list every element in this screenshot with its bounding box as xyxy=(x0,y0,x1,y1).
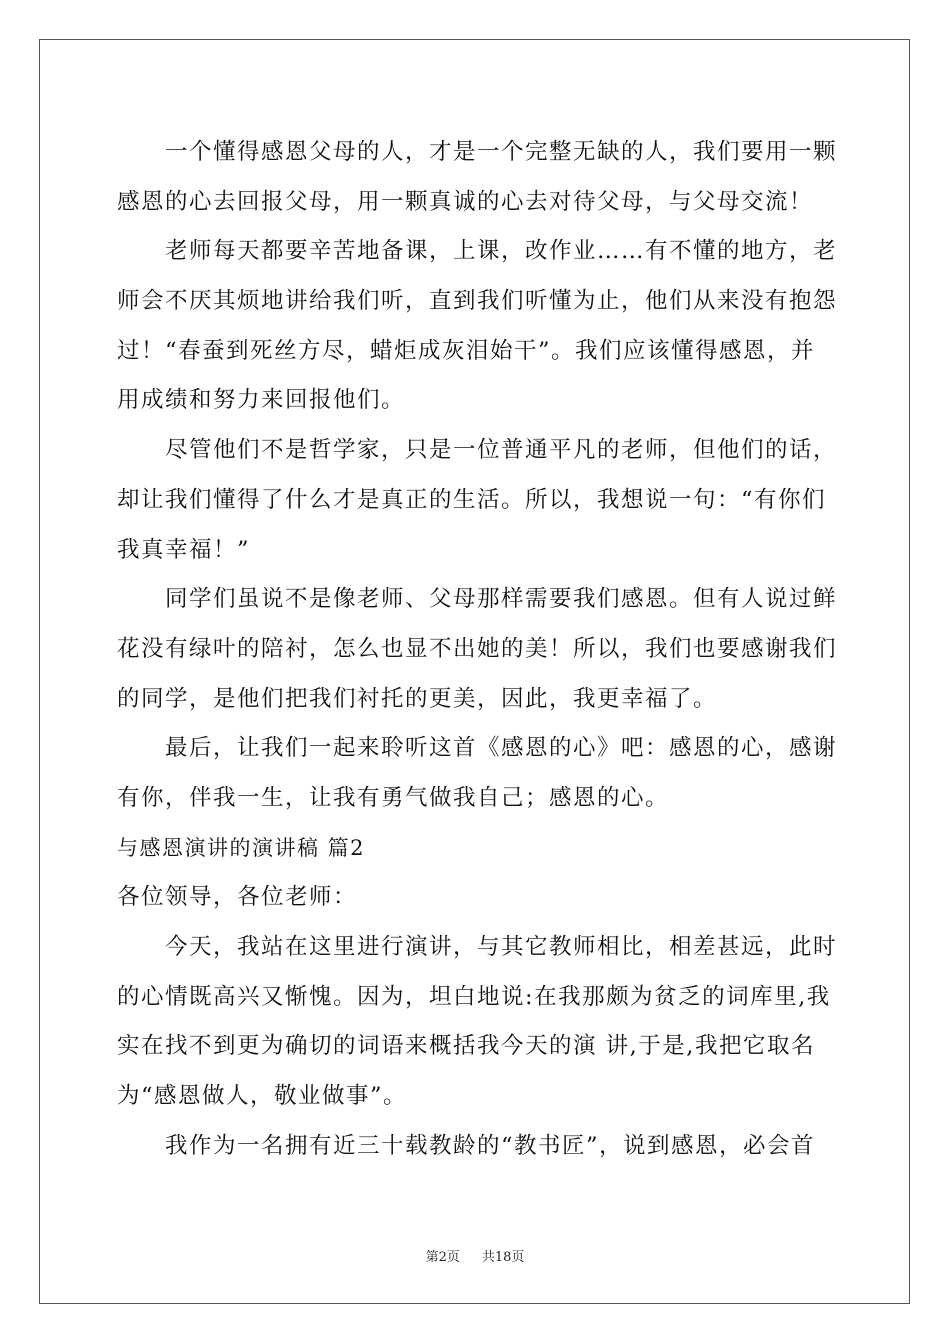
text-line: 老师每天都要辛苦地备课，上课，改作业……有不懂的地方，老 xyxy=(165,238,837,265)
text-line: 过！“春蚕到死丝方尽，蜡炬成灰泪始干”。我们应该懂得感恩，并 xyxy=(117,337,816,364)
text-line: 花没有绿叶的陪衬，怎么也显不出她的美！所以，我们也要感谢我们 xyxy=(117,635,837,662)
text-line: 感恩的心去回报父母，用一颗真诚的心去对待父母，与父母交流！ xyxy=(117,188,814,215)
section-heading: 与感恩演讲的演讲稿 篇2 xyxy=(117,835,366,860)
page-number: 第2页 xyxy=(425,1250,460,1265)
text-line: 最后，让我们一起来聆听这首《感恩的心》吧：感恩的心，感谢 xyxy=(165,735,837,762)
page-footer xyxy=(0,1246,950,1265)
text-line: 尽管他们不是哲学家，只是一位普通平凡的老师，但他们的话， xyxy=(165,437,837,464)
text-line: 师会不厌其烦地讲给我们听，直到我们听懂为止，他们从来没有抱怨 xyxy=(117,288,837,315)
page-total: 共18页 xyxy=(481,1250,525,1265)
text-line: 实在找不到更为确切的词语来概括我今天的演 讲,于是,我把它取名 xyxy=(117,1033,815,1060)
text-line: 的心情既高兴又惭愧。因为，坦白地说:在我那颇为贫乏的词库里,我 xyxy=(117,983,831,1010)
text-line: 有你，伴我一生，让我有勇气做我自己；感恩的心。 xyxy=(117,784,670,811)
document-body xyxy=(117,128,837,1171)
text-line: 一个懂得感恩父母的人，才是一个完整无缺的人，我们要用一颗 xyxy=(165,139,837,165)
text-line: 今天，我站在这里进行演讲，与其它教师相比，相差甚远，此时 xyxy=(165,934,837,960)
text-line: 我真幸福！” xyxy=(117,536,251,563)
text-line: 为“感恩做人，敬业做事”。 xyxy=(117,1083,408,1110)
text-line: 各位领导，各位老师： xyxy=(117,884,358,911)
text-line: 用成绩和努力来回报他们。 xyxy=(117,387,406,414)
text-line: 却让我们懂得了什么才是真正的生活。所以，我想说一句：“有你们 xyxy=(117,486,827,513)
text-line: 我作为一名拥有近三十载教龄的“教书匠”，说到感恩，必会首 xyxy=(165,1132,816,1159)
text-line: 同学们虽说不是像老师、父母那样需要我们感恩。但有人说过鲜 xyxy=(165,586,837,613)
text-line: 的同学，是他们把我们衬托的更美，因此，我更幸福了。 xyxy=(117,685,718,712)
